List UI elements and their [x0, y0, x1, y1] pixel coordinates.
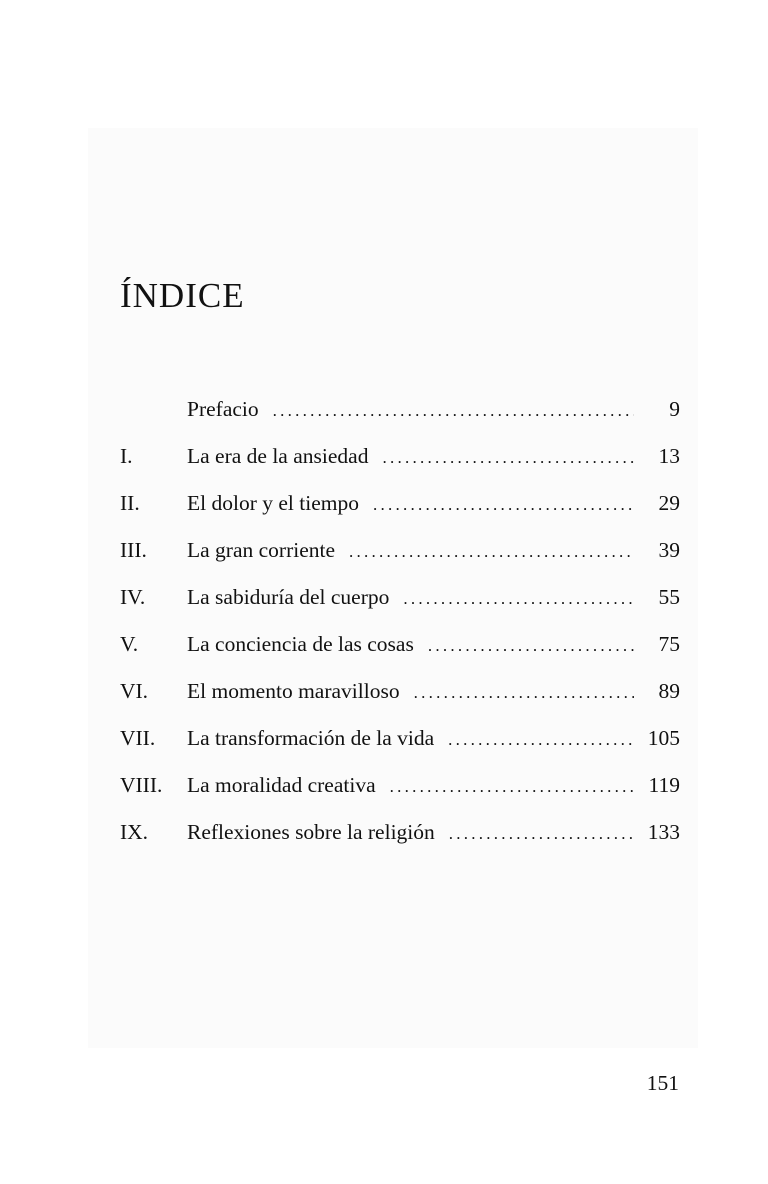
- toc-entry: [120, 674, 680, 721]
- toc-entry: [120, 721, 680, 768]
- toc-entry-title: La era de la ansiedad: [187, 444, 369, 468]
- toc-entry-number: VIII.: [120, 773, 163, 797]
- toc-entry-number: II.: [120, 491, 140, 515]
- toc-entry-page: 13: [658, 444, 680, 468]
- toc-dot-leader: [428, 629, 634, 663]
- toc-dot-leader: [448, 723, 634, 757]
- toc-entry-page: 9: [669, 397, 680, 421]
- toc-entry: [120, 627, 680, 674]
- toc-entry-page: 119: [648, 773, 680, 797]
- toc-entry-number: I.: [120, 444, 133, 468]
- toc-entry: [120, 580, 680, 627]
- toc-entry-title: El momento maravilloso: [187, 679, 400, 703]
- toc-entry: [120, 486, 680, 533]
- toc-entry-title: La gran corriente: [187, 538, 336, 562]
- toc-entry-title: La sabiduría del cuerpo: [187, 585, 390, 609]
- toc-entry-title: La moralidad creativa: [187, 773, 376, 797]
- toc-entry-title: El dolor y el tiempo: [187, 491, 359, 515]
- toc-entry-title: La conciencia de las cosas: [187, 632, 414, 656]
- toc-entry-page: 55: [658, 585, 680, 609]
- toc-entry-page: 29: [658, 491, 680, 515]
- toc-entry-page: 133: [647, 820, 680, 844]
- toc-entry-number: V.: [120, 632, 139, 656]
- toc-entry-number: VI.: [120, 679, 149, 703]
- toc-entry: [120, 768, 680, 815]
- toc-entry-number: IV.: [120, 585, 146, 609]
- toc-dot-leader: [414, 676, 634, 710]
- toc-dot-leader: [403, 582, 634, 616]
- toc-entry-page: 75: [658, 632, 680, 656]
- toc-entry-title: Reflexiones sobre la religión: [187, 820, 435, 844]
- toc-entry-number: III.: [120, 538, 147, 562]
- toc-entry-number: IX.: [120, 820, 149, 844]
- page-title: ÍNDICE: [120, 276, 245, 315]
- toc-dot-leader: [273, 394, 634, 428]
- toc-entry: [120, 392, 680, 439]
- toc-entry-page: 105: [647, 726, 680, 750]
- toc-dot-leader: [449, 817, 634, 851]
- toc-entry-page: 89: [658, 679, 680, 703]
- toc-dot-leader: [349, 535, 634, 569]
- toc-entry: [120, 439, 680, 486]
- table-of-contents: [120, 392, 680, 862]
- toc-entry-title: La transformación de la vida: [187, 726, 435, 750]
- toc-dot-leader: [373, 488, 634, 522]
- toc-entry-page: 39: [658, 538, 680, 562]
- page-number: 151: [646, 1071, 679, 1095]
- toc-entry-title: Prefacio: [187, 397, 259, 421]
- toc-entry: [120, 815, 680, 862]
- toc-dot-leader: [382, 441, 634, 475]
- toc-dot-leader: [390, 770, 634, 804]
- toc-entry: [120, 533, 680, 580]
- toc-entry-number: VII.: [120, 726, 156, 750]
